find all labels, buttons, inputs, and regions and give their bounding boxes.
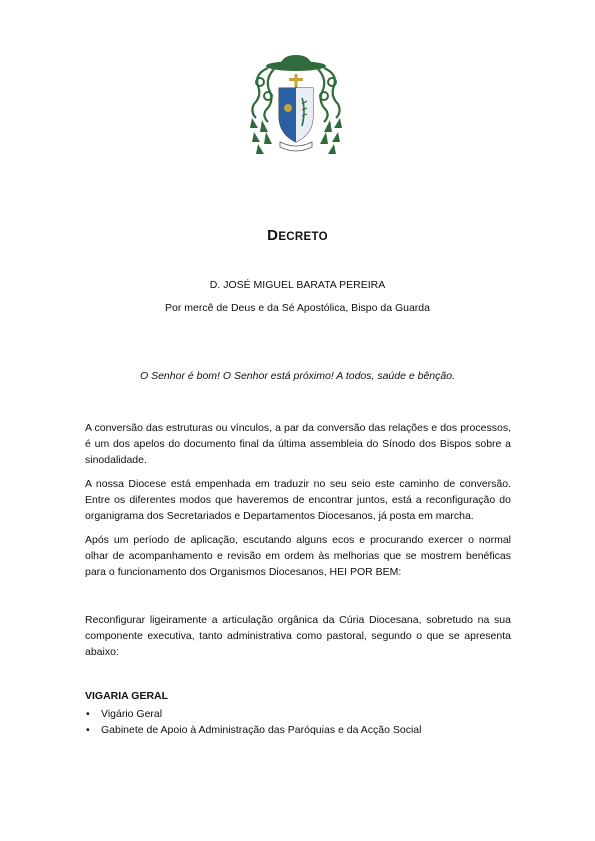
title-initial: D (267, 227, 279, 244)
list-item-label: Vigário Geral (101, 708, 163, 720)
list-item-label: Gabinete de Apoio à Administração das Paróquias e da Acção Social (101, 724, 422, 736)
bullet-icon: • (86, 724, 90, 736)
bishop-name: D. JOSÉ MIGUEL BARATA PEREIRA (209, 279, 386, 291)
greeting: O Senhor é bom! O Senhor está próximo! A todos, saúde e bênção. (140, 370, 455, 382)
paragraph-4: Reconfigurar ligeiramente a articulação orgânica da Cúria Diocesana, sobretudo na sua componente executiva, tanto administrativa como pastoral, segundo o que se apresenta abaixo: (85, 614, 511, 658)
paragraph-1: A conversão das estruturas ou vínculos, a par da conversão das relações e dos processos, é um dos apelos do documento final da última assembleia do Sínodo dos Bispos sobre a sinodalidade. (85, 422, 511, 466)
grace-line: Por mercê de Deus e da Sé Apostólica, Bispo da Guarda (165, 302, 430, 314)
paragraph-2: A nossa Diocese está empenhada em traduzir no seu seio este caminho de conversão. Entre os diferentes modos que haveremos de encontrar juntos, está a reconfiguração do organigrama dos Secretariados e Departamentos Diocesanos, já posta em marcha. (85, 478, 511, 522)
section-list (85, 706, 421, 738)
paragraph-3: Após um período de aplicação, escutando alguns ecos e procurando exercer o normal olhar de acompanhamento e revisão em ordem às melhorias que se mostrem benéficas para o funcionamento dos Organismos Diocesanos, HEI POR BEM: (85, 534, 511, 578)
decree-title (0, 227, 595, 244)
bullet-icon: • (86, 708, 90, 720)
section-heading: VIGARIA GERAL (85, 690, 169, 702)
title-rest: ECRETO (278, 231, 328, 243)
list-item (85, 722, 421, 738)
episcopal-coat-of-arms-icon (246, 52, 346, 158)
list-item (85, 706, 421, 722)
